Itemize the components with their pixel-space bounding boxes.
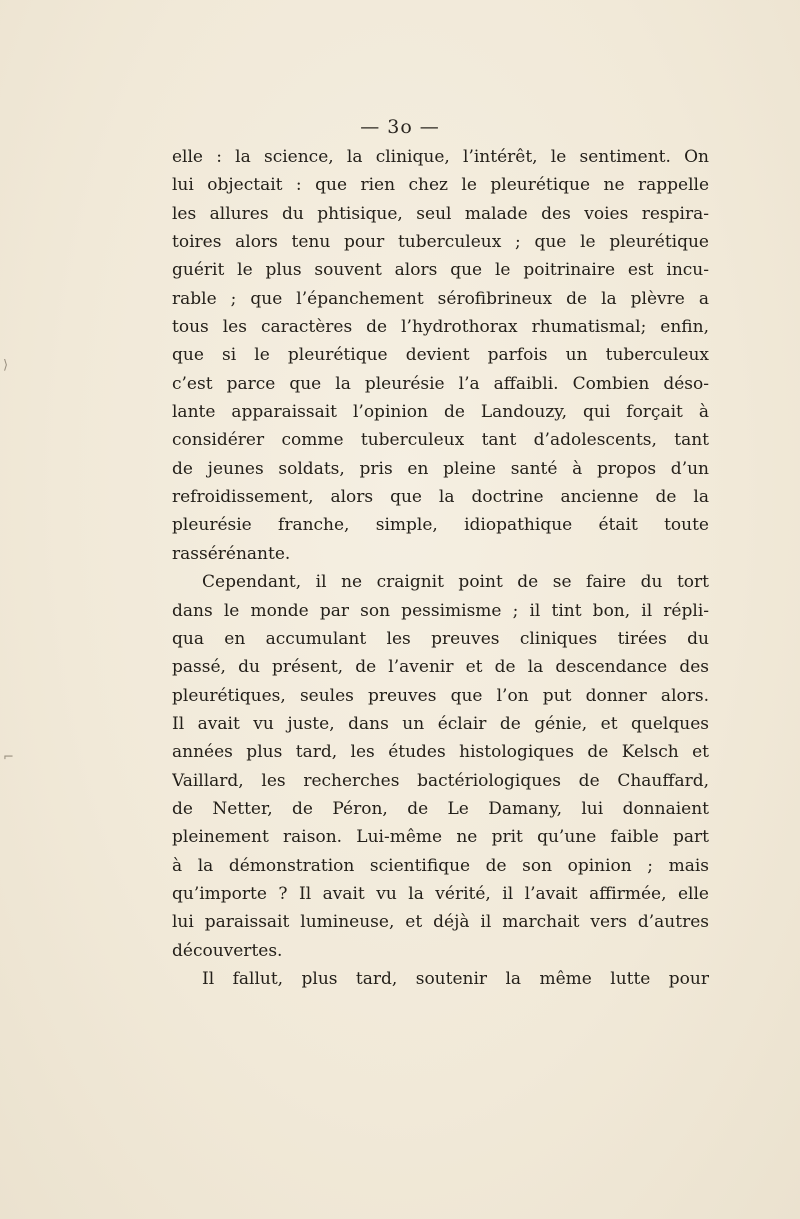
- text-line: de Netter, de Péron, de Le Damany, lui donnaient: [172, 798, 709, 819]
- text-line: pleinement raison. Lui-même ne prit qu’une faible part: [172, 827, 709, 848]
- text-line: années plus tard, les études histologiques de Kelsch et: [172, 742, 709, 763]
- text-line: rassérénante.: [172, 543, 291, 564]
- text-line: découvertes.: [172, 940, 283, 961]
- text-line: les allures du phtisique, seul malade des voies respira-: [172, 203, 709, 224]
- text-line: que si le pleurétique devient parfois un tuberculeux: [172, 345, 709, 366]
- text-line: considérer comme tuberculeux tant d’adolescents, tant: [172, 430, 709, 451]
- text-line: Cependant, il ne craignit point de se faire du tort: [202, 572, 709, 593]
- text-line: lante apparaissait l’opinion de Landouzy, qui forçait à: [172, 402, 709, 423]
- text-line: de jeunes soldats, pris en pleine santé à propos d’un: [172, 458, 709, 479]
- text-line: pleurétiques, seules preuves que l’on put donner alors.: [172, 685, 709, 706]
- text-line: c’est parce que la pleurésie l’a affaibli. Combien déso-: [172, 373, 709, 394]
- text-line: lui objectait : que rien chez le pleurétique ne rappelle: [172, 175, 709, 196]
- text-line: passé, du présent, de l’avenir et de la descendance des: [172, 657, 709, 678]
- text-line: elle : la science, la clinique, l’intérêt, le sentiment. On: [172, 147, 709, 167]
- text-line: Il avait vu juste, dans un éclair de génie, et quelques: [172, 713, 709, 734]
- text-line: qu’importe ? Il avait vu la vérité, il l’avait affirmée, elle: [172, 883, 709, 904]
- margin-mark: ⌐: [3, 750, 14, 765]
- text-line: pleurésie franche, simple, idiopathique était toute: [172, 515, 709, 536]
- text-line: toires alors tenu pour tuberculeux ; que le pleurétique: [172, 232, 709, 253]
- text-line: tous les caractères de l’hydrothorax rhumatismal; enfin,: [172, 317, 709, 338]
- text-line: Il fallut, plus tard, soutenir la même lutte pour: [202, 968, 709, 989]
- text-line: Vaillard, les recherches bactériologiques de Chauffard,: [172, 770, 709, 791]
- text-line: qua en accumulant les preuves cliniques tirées du: [172, 628, 709, 649]
- body-text: [172, 143, 709, 993]
- text-line: dans le monde par son pessimisme ; il tint bon, il répli-: [172, 600, 709, 621]
- text-line: lui paraissait lumineuse, et déjà il marchait vers d’autres: [172, 912, 709, 933]
- text-line: rable ; que l’épanchement sérofibrineux de la plèvre a: [172, 288, 709, 309]
- margin-mark: ⟩: [3, 358, 9, 373]
- text-line: à la démonstration scientifique de son opinion ; mais: [172, 855, 709, 876]
- text-line: refroidissement, alors que la doctrine ancienne de la: [172, 487, 709, 508]
- text-line: guérit le plus souvent alors que le poitrinaire est incu-: [172, 260, 709, 281]
- page-number: — 3o —: [360, 116, 440, 138]
